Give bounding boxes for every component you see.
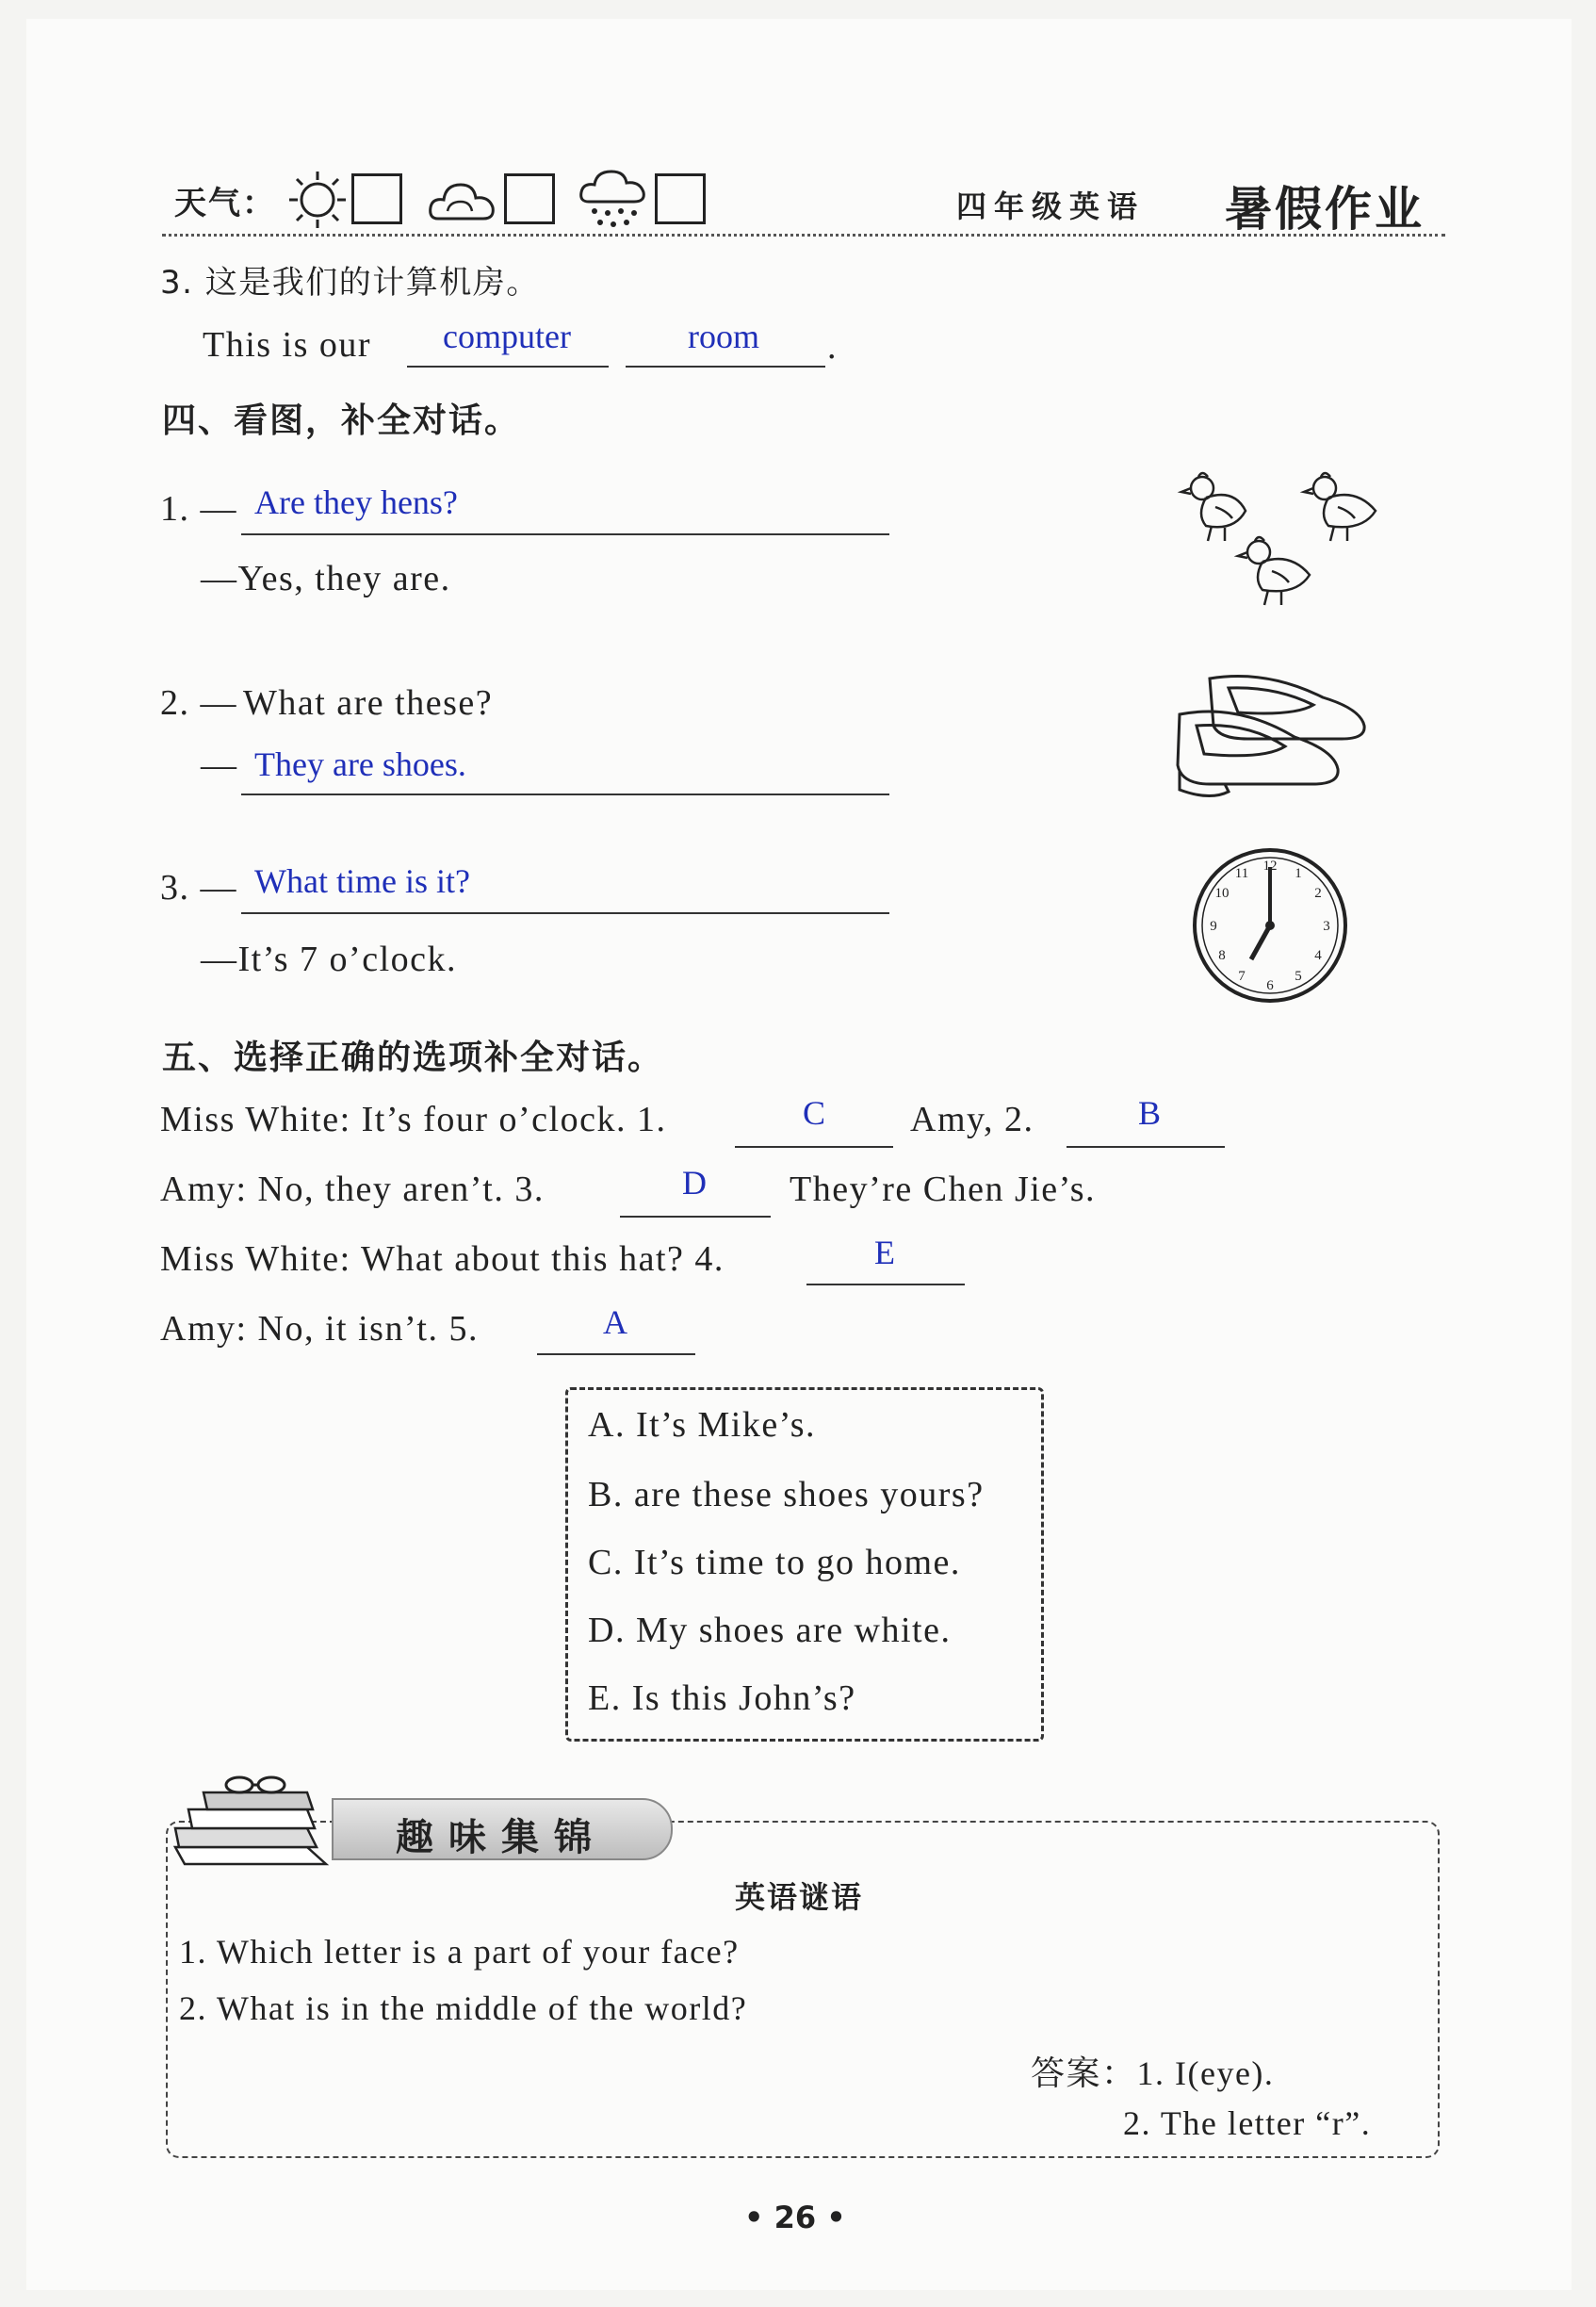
s4-item3-answer: What time is it? [254,862,470,900]
rain-checkbox[interactable] [655,173,706,224]
answer-2: 2. The letter “r”. [1123,2104,1372,2142]
book-title: 暑假作业 [1225,182,1425,237]
clock-num-3: 3 [1323,919,1330,934]
s5-blank-2[interactable] [1067,1146,1225,1148]
s4-item1-answer: Are they hens? [254,483,458,521]
option-c: C. It’s time to go home. [588,1543,961,1582]
fun-banner-text: 趣味集锦 [396,1816,607,1859]
s4-item2-question: What are these? [243,683,494,723]
option-a: A. It’s Mike’s. [588,1405,817,1445]
s5-answer-2: B [1138,1094,1162,1132]
s4-item1-number: 1. — [160,489,237,529]
section3-answer-2: room [688,318,759,355]
sun-checkbox[interactable] [351,173,402,224]
cloud-checkbox[interactable] [504,173,555,224]
section3-prompt: 3. 这是我们的计算机房。 [160,264,540,302]
clock-num-1: 1 [1295,866,1302,881]
s4-item3-blank[interactable] [241,912,889,914]
clock-num-5: 5 [1295,969,1302,984]
header-divider [162,234,1445,237]
s5-line2-text: Amy: No, they aren’t. 3. [160,1170,545,1209]
s4-item3-reply: —It’s 7 o’clock. [201,940,458,979]
section4-title: 四、看图，补全对话。 [162,401,521,440]
section3-answer-1: computer [443,318,571,355]
s4-item1-reply: —Yes, they are. [201,559,451,598]
grade-subject: 四年级英语 [956,188,1146,224]
s4-item1-blank[interactable] [241,533,889,535]
sun-icon [287,170,348,235]
s5-line1-text: Miss White: It’s four o’clock. 1. [160,1100,667,1139]
shoes-picture [1172,660,1379,815]
s5-line2-post: They’re Chen Jie’s. [790,1170,1097,1209]
answer-1: 答案：1. I(eye). [1031,2054,1275,2092]
s5-line3-text: Miss White: What about this hat? 4. [160,1239,725,1279]
s4-item2-dash: — [201,745,238,785]
clock-num-11: 11 [1234,866,1249,881]
fun-subtitle: 英语谜语 [735,1879,864,1915]
s5-answer-5: A [603,1303,627,1341]
clock-num-9: 9 [1210,919,1217,934]
s4-item2-answer: They are shoes. [254,745,466,783]
s5-line1-mid: Amy, 2. [910,1100,1034,1139]
section3-sentence: This is our [203,325,372,365]
books-icon [166,1772,354,1880]
s4-item2-blank[interactable] [241,794,889,795]
clock-num-7: 7 [1238,969,1246,984]
s5-blank-1[interactable] [735,1146,893,1148]
s5-answer-1: C [803,1094,826,1132]
clock-num-4: 4 [1314,948,1322,963]
clock-picture [1189,844,1351,1011]
clock-num-2: 2 [1314,886,1322,901]
clock-num-10: 10 [1214,886,1230,901]
cloud-icon [427,173,498,233]
section5-title: 五、选择正确的选项补全对话。 [162,1039,664,1077]
section3-period: . [827,327,838,367]
page-number: • 26 • [744,2200,846,2235]
s5-blank-5[interactable] [537,1353,695,1355]
s5-line4-text: Amy: No, it isn’t. 5. [160,1309,479,1349]
s5-blank-3[interactable] [620,1216,771,1218]
riddle-2: 2. What is in the middle of the world? [179,1989,748,2027]
rain-icon [578,170,649,237]
s5-answer-4: E [874,1234,895,1271]
option-d: D. My shoes are white. [588,1611,952,1650]
clock-hour-hand [1251,925,1270,959]
s4-item2-number: 2. — [160,683,237,723]
option-b: B. are these shoes yours? [588,1475,985,1514]
s5-blank-4[interactable] [806,1284,965,1285]
hens-picture [1168,460,1404,634]
option-e: E. Is this John’s? [588,1678,856,1718]
s5-answer-3: D [682,1164,707,1202]
s4-item3-number: 3. — [160,868,237,908]
riddle-1: 1. Which letter is a part of your face? [179,1933,740,1971]
section3-blank-2[interactable] [626,366,825,368]
section3-blank-1[interactable] [407,366,609,368]
page-header [174,170,1456,236]
weather-label: 天气： [174,185,276,222]
clock-num-8: 8 [1218,948,1226,963]
clock-num-6: 6 [1266,978,1274,993]
clock-num-12: 12 [1262,859,1278,874]
